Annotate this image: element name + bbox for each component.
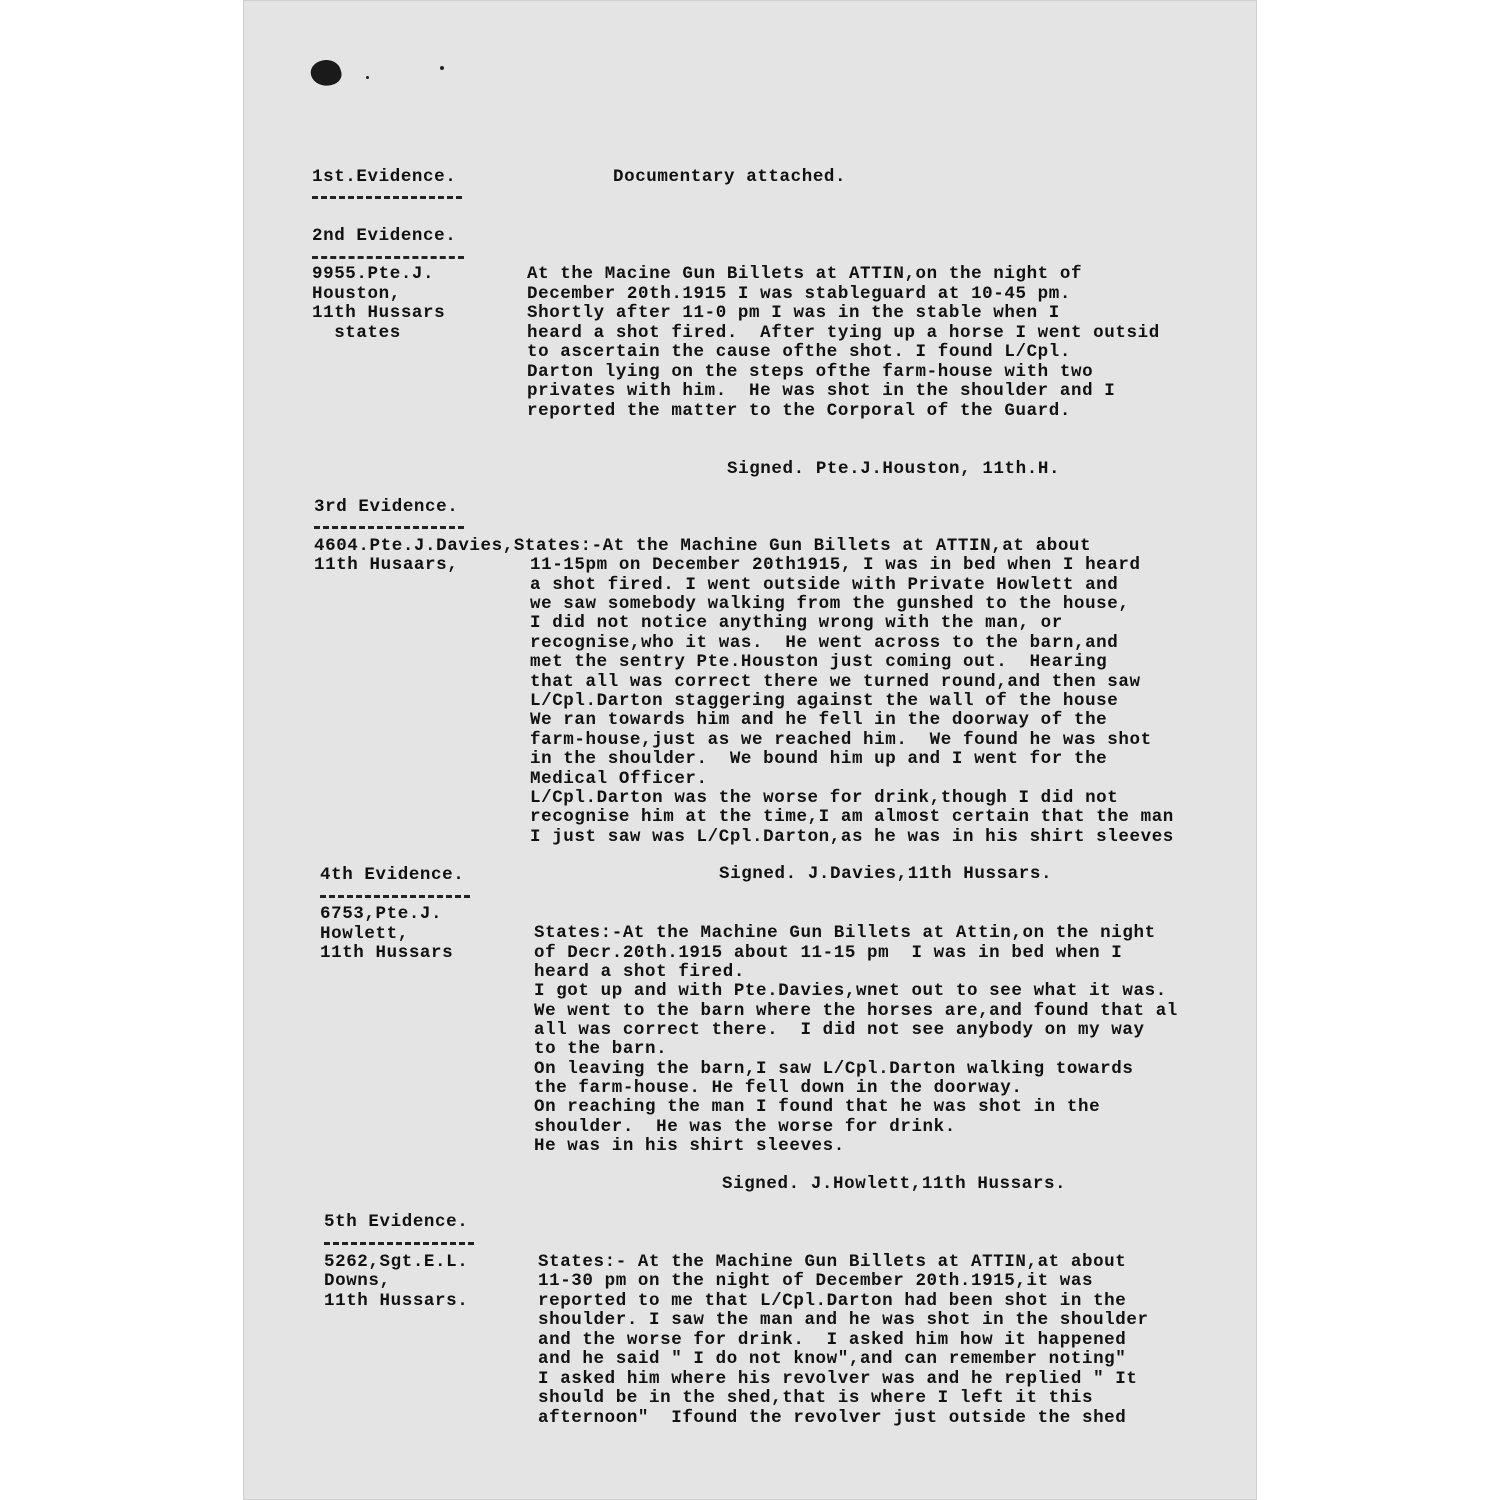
witness-line: Howlett, <box>320 924 409 944</box>
statement-line: reported the matter to the Corporal of the Guard. <box>527 401 1071 421</box>
statement-line: shoulder. He was the worse for drink. <box>534 1117 956 1137</box>
statement-line: recognise,who it was. He went across to the barn,and <box>530 633 1119 653</box>
statement-line: reported to me that L/Cpl.Darton had been shot in the <box>538 1291 1127 1311</box>
statement-line: On reaching the man I found that he was shot in the <box>534 1097 1101 1117</box>
third-signature: Signed. J.Davies,11th Hussars. <box>719 864 1053 884</box>
statement-line: a shot fired. I went outside with Private Howlett and <box>530 575 1119 595</box>
first-evidence-heading: 1st.Evidence. <box>312 167 457 187</box>
statement-line: that all was correct there we turned round,and then saw <box>530 672 1141 692</box>
witness-line: Houston, <box>312 284 401 304</box>
witness-line: states <box>312 323 401 343</box>
statement-line: I just saw was L/Cpl.Darton,as he was in his shirt sleeves <box>530 827 1174 847</box>
statement-line: farm-house,just as we reached him. We found he was shot <box>530 730 1152 750</box>
statement-line: recognise him at the time,I am almost certain that the man <box>530 807 1174 827</box>
statement-line: We ran towards him and he fell in the doorway of the <box>530 710 1108 730</box>
statement-line: Shortly after 11-0 pm I was in the stable when I <box>527 303 1060 323</box>
fifth-evidence-heading: 5th Evidence. <box>324 1212 469 1232</box>
statement-line: December 20th.1915 I was stableguard at 10-45 pm. <box>527 284 1071 304</box>
statement-line: and the worse for drink. I asked him how it happened <box>538 1330 1127 1350</box>
statement-line: heard a shot fired. After tying up a horse I went outsid <box>527 323 1160 343</box>
heading-underline <box>314 526 464 529</box>
fourth-evidence-heading: 4th Evidence. <box>320 865 465 885</box>
witness-line: 11th Hussars. <box>324 1291 469 1311</box>
statement-line: States:-At the Machine Gun Billets at Attin,on the night <box>534 923 1156 943</box>
heading-underline <box>312 256 464 259</box>
statement-line: We went to the barn where the horses are,and found that al <box>534 1001 1178 1021</box>
statement-line: At the Macine Gun Billets at ATTIN,on the night of <box>527 264 1083 284</box>
statement-line: all was correct there. I did not see anybody on my way <box>534 1020 1145 1040</box>
statement-line: L/Cpl.Darton was the worse for drink,though I did not <box>530 788 1119 808</box>
statement-line: afternoon" Ifound the revolver just outside the shed <box>538 1408 1127 1428</box>
third-witness-and-opening: 4604.Pte.J.Davies,States:-At the Machine Gun Billets at ATTIN,at about <box>314 536 1092 556</box>
statement-line: shoulder. I saw the man and he was shot in the shoulder <box>538 1310 1149 1330</box>
statement-line: Darton lying on the steps ofthe farm-house with two <box>527 362 1094 382</box>
statement-line: I asked him where his revolver was and he replied " It <box>538 1369 1138 1389</box>
statement-line: heard a shot fired. <box>534 962 745 982</box>
heading-underline <box>312 196 462 199</box>
ink-speck <box>440 66 444 70</box>
statement-line: to the barn. <box>534 1039 668 1059</box>
fourth-signature: Signed. J.Howlett,11th Hussars. <box>722 1174 1067 1194</box>
document-page <box>243 0 1257 1500</box>
statement-line: the farm-house. He fell down in the doorway. <box>534 1078 1023 1098</box>
statement-line: met the sentry Pte.Houston just coming out. Hearing <box>530 652 1108 672</box>
statement-line: On leaving the barn,I saw L/Cpl.Darton walking towards <box>534 1059 1134 1079</box>
second-evidence-heading: 2nd Evidence. <box>312 226 457 246</box>
heading-underline <box>320 895 470 898</box>
statement-line: I got up and with Pte.Davies,wnet out to see what it was. <box>534 981 1167 1001</box>
statement-line: of Decr.20th.1915 about 11-15 pm I was in bed when I <box>534 943 1123 963</box>
witness-line: 11th Husaars, <box>314 555 459 575</box>
witness-line: 11th Hussars <box>312 303 446 323</box>
ink-speck <box>366 76 369 79</box>
statement-line: L/Cpl.Darton staggering against the wall of the house <box>530 691 1119 711</box>
witness-line: 6753,Pte.J. <box>320 904 443 924</box>
statement-line: we saw somebody walking from the gunshed to the house, <box>530 594 1130 614</box>
second-signature: Signed. Pte.J.Houston, 11th.H. <box>727 459 1061 479</box>
statement-line: 11-30 pm on the night of December 20th.1915,it was <box>538 1271 1094 1291</box>
witness-line: 5262,Sgt.E.L. <box>324 1252 469 1272</box>
statement-line: to ascertain the cause ofthe shot. I found L/Cpl. <box>527 342 1071 362</box>
documentary-note: Documentary attached. <box>613 167 847 187</box>
statement-line: should be in the shed,that is where I left it this <box>538 1388 1094 1408</box>
third-evidence-heading: 3rd Evidence. <box>314 497 459 517</box>
statement-line: in the shoulder. We bound him up and I went for the <box>530 749 1108 769</box>
statement-line: and he said " I do not know",and can remember noting" <box>538 1349 1127 1369</box>
ink-blot <box>308 57 344 90</box>
heading-underline <box>324 1242 474 1245</box>
witness-line: Downs, <box>324 1271 391 1291</box>
statement-line: I did not notice anything wrong with the man, or <box>530 613 1063 633</box>
statement-line: Medical Officer. <box>530 769 708 789</box>
witness-line: 9955.Pte.J. <box>312 264 435 284</box>
statement-line: privates with him. He was shot in the shoulder and I <box>527 381 1116 401</box>
statement-line: He was in his shirt sleeves. <box>534 1136 845 1156</box>
witness-line: 11th Hussars <box>320 943 454 963</box>
statement-line: 11-15pm on December 20th1915, I was in bed when I heard <box>530 555 1141 575</box>
statement-line: States:- At the Machine Gun Billets at ATTIN,at about <box>538 1252 1127 1272</box>
